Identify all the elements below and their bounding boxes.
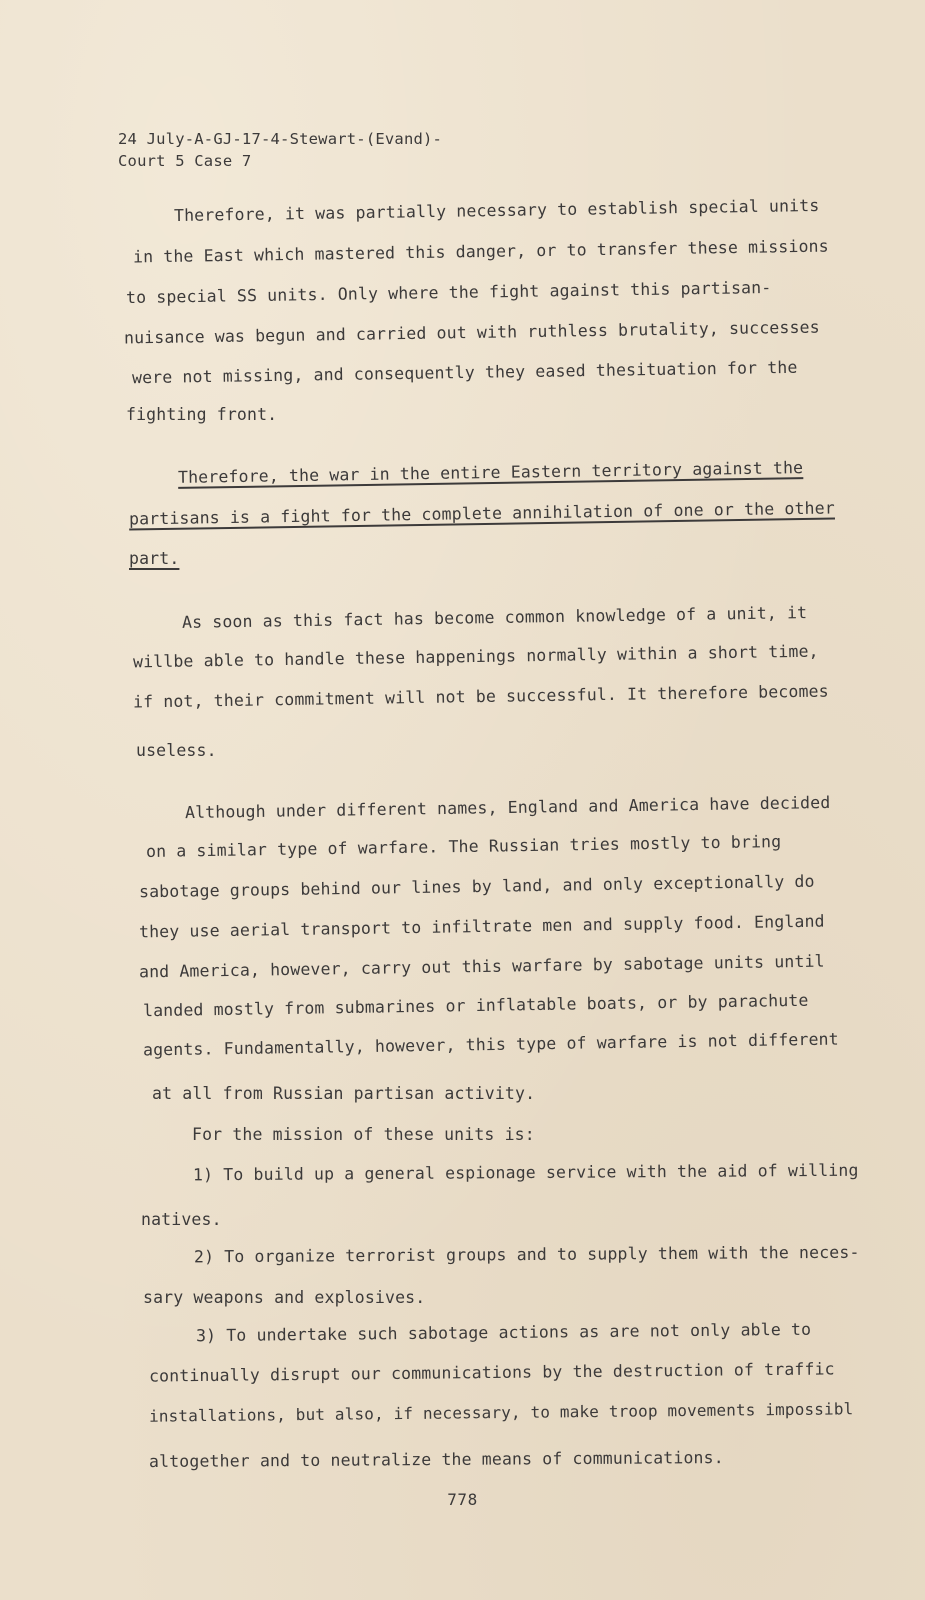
item-1-line-2: natives. xyxy=(141,1210,222,1229)
paragraph-3-line-3: if not, their commitment will not be successful. It therefore becomes xyxy=(132,681,829,712)
paragraph-3-line-4: useless. xyxy=(136,741,217,760)
paragraph-4-line-3: sabotage groups behind our lines by land, and only exceptionally do xyxy=(138,871,815,902)
paragraph-2-line-3: part. xyxy=(129,549,180,568)
paragraph-1-line-1: Therefore, it was partially necessary to establish special units xyxy=(173,195,820,226)
item-3-line-3: installations, but also, if necessary, to make troop movements impossibl xyxy=(148,1399,854,1426)
item-3-line-1: 3) To undertake such sabotage actions as are not only able to xyxy=(195,1319,812,1346)
paragraph-4-line-7: agents. Fundamentally, however, this type of warfare is not different xyxy=(142,1029,839,1060)
paragraph-1-line-2: in the East which mastered this danger, or to transfer these missions xyxy=(132,236,829,267)
item-2-line-1: 2) To organize terrorist groups and to supply them with the neces- xyxy=(193,1242,860,1267)
paragraph-1-line-5: were not missing, and consequently they eased thesituation for the xyxy=(131,357,798,388)
header-line-1: 24 July-A-GJ-17-4-Stewart-(Evand)- xyxy=(118,130,443,148)
item-2-line-2: sary weapons and explosives. xyxy=(143,1288,426,1307)
paragraph-2-line-1: Therefore, the war in the entire Eastern territory against the xyxy=(177,458,804,487)
item-1-line-1: 1) To build up a general espionage service with the aid of willing xyxy=(192,1160,859,1185)
paragraph-1-line-6: fighting front. xyxy=(126,405,278,424)
paragraph-3-line-1: As soon as this fact has become common knowledge of a unit, it xyxy=(181,603,808,632)
paragraph-4-line-8: at all from Russian partisan activity. xyxy=(152,1084,536,1103)
item-3-line-4: altogether and to neutralize the means of communications. xyxy=(148,1447,724,1472)
page-number: 778 xyxy=(447,1490,478,1509)
paragraph-3-line-2: willbe able to handle these happenings normally within a short time, xyxy=(132,641,819,672)
paragraph-4-line-2: on a similar type of warfare. The Russian tries mostly to bring xyxy=(145,832,782,861)
paragraph-2-line-2: partisans is a fight for the complete annihilation of one or the other xyxy=(128,498,835,529)
paragraph-4-line-4: they use aerial transport to infiltrate men and supply food. England xyxy=(138,911,825,942)
document-header xyxy=(118,128,442,172)
header-line-2: Court 5 Case 7 xyxy=(118,152,252,170)
item-3-line-2: continually disrupt our communications by the destruction of traffic xyxy=(148,1359,835,1386)
paragraph-1-line-3: to special SS units. Only where the fight against this partisan- xyxy=(125,277,772,308)
paragraph-4-line-5: and America, however, carry out this warfare by sabotage units until xyxy=(138,951,825,982)
paragraph-5-line-1: For the mission of these units is: xyxy=(192,1125,535,1144)
paragraph-1-line-4: nuisance was begun and carried out with ruthless brutality, successes xyxy=(123,317,820,348)
paragraph-4-line-1: Although under different names, England and America have decided xyxy=(184,792,831,823)
paragraph-4-line-6: landed mostly from submarines or inflatable boats, or by parachute xyxy=(142,990,809,1021)
